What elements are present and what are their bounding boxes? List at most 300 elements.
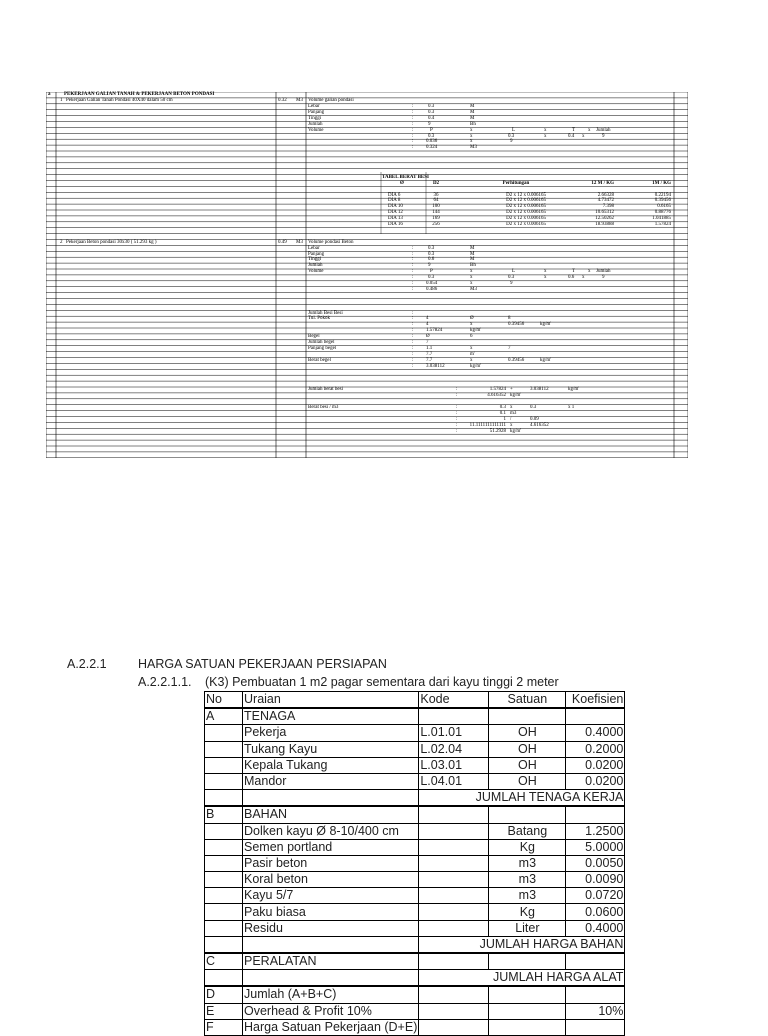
table-cell: [205, 823, 243, 839]
header-koefisien: Koefisien: [566, 692, 625, 709]
table-cell: 0.39456: [654, 198, 671, 204]
calc-label: Begel: [308, 334, 320, 340]
table-cell: 7.398: [602, 204, 614, 210]
calc-label: Volume: [308, 127, 324, 133]
table-cell: 10.65312: [595, 210, 614, 216]
koefisien-cell: 0.2000: [566, 741, 625, 757]
cell-text: :: [456, 393, 458, 399]
koefisien-cell: 0.0200: [566, 757, 625, 773]
table-row: [205, 725, 625, 741]
table-cell: [243, 936, 419, 953]
table-cell: 169: [432, 216, 440, 222]
item-quantity: 0.49: [278, 239, 287, 245]
calc-value: 7: [426, 340, 429, 345]
koefisien-cell: 0.0720: [566, 888, 625, 904]
subtotal-label: JUMLAH HARGA ALAT: [419, 970, 625, 987]
table-cell: [243, 970, 419, 987]
table-cell: [566, 806, 625, 823]
kode-cell: L.02.04: [419, 741, 489, 757]
calc-label: Jumlah begel: [308, 340, 335, 345]
table-cell: [205, 790, 243, 807]
cell-text: Jumlah: [596, 269, 611, 275]
group-letter: B: [205, 806, 243, 823]
calc-value: 4: [426, 316, 429, 322]
cell-text: m': [470, 351, 475, 357]
group-header-row: [205, 806, 625, 823]
table-cell: [205, 920, 243, 936]
calc-heading: Volume pondasi Beton: [308, 239, 354, 245]
header-uraian: Uraian: [243, 692, 419, 709]
table-cell: 12.50262: [595, 216, 614, 222]
item-description: Pekerjaan Beton pondasi 30x30 ( 51.293 kg ): [66, 239, 157, 245]
table-cell: D2 x 12 x 0.006165: [506, 222, 546, 227]
uraian-cell: Semen portland: [243, 839, 419, 855]
cell-text: x: [544, 127, 547, 133]
cell-text: Ø: [470, 316, 474, 322]
kode-cell: [419, 920, 489, 936]
table-cell: [566, 986, 625, 1003]
cell-text: x: [470, 133, 473, 139]
cell-text: x: [510, 404, 513, 410]
table-cell: [489, 953, 566, 970]
calc-unit: Bh: [470, 121, 476, 127]
cell-text: m3: [510, 410, 517, 416]
cell-text: :: [412, 334, 414, 340]
satuan-cell: m3: [489, 855, 566, 871]
section-letter: a: [48, 92, 51, 98]
table-header: Ø: [400, 180, 404, 186]
cell-text: :: [412, 251, 414, 257]
table-cell: [419, 708, 489, 725]
uraian-cell: Kayu 5/7: [243, 888, 419, 904]
cell-text: T: [572, 127, 576, 133]
table-row: [205, 839, 625, 855]
table-cell: 1.57824: [654, 222, 671, 227]
group-header-row: [205, 953, 625, 970]
calc-unit: M: [470, 115, 475, 121]
cell-text: 0.3: [428, 275, 435, 281]
cell-text: :: [412, 257, 414, 263]
table-header: D2: [432, 180, 440, 186]
table-row: [205, 773, 625, 789]
table-row: [205, 920, 625, 936]
table-cell: [566, 708, 625, 725]
calc-value: Ø: [426, 334, 430, 340]
koefisien-cell: 0.0090: [566, 872, 625, 888]
cell-text: 0.036: [426, 139, 438, 145]
cell-text: :: [412, 104, 414, 109]
cell-text: 8: [508, 316, 511, 322]
cell-text: 3.038112: [530, 387, 549, 393]
calc-label: Lebar: [308, 104, 320, 109]
cell-text: :: [412, 109, 414, 115]
cell-text: kg/m': [470, 328, 482, 334]
calc-value: 4: [426, 322, 429, 328]
table-cell: D2 x 12 x 0.006165: [506, 204, 546, 210]
table-cell: [419, 1019, 489, 1035]
cell-text: M3: [470, 286, 477, 292]
cell-text: 0.6: [568, 275, 575, 281]
table-cell: [489, 806, 566, 823]
table-cell: DIA 13: [388, 216, 403, 222]
table-cell: [419, 986, 489, 1003]
cell-text: kg/m': [568, 387, 580, 393]
table-cell: [205, 855, 243, 871]
calc-value: 4.616352: [487, 393, 506, 399]
cell-text: :: [412, 145, 414, 151]
cell-text: x: [544, 275, 547, 281]
calc-value: 1.1: [426, 345, 433, 351]
kode-cell: [419, 888, 489, 904]
table-cell: [243, 790, 419, 807]
group-header-row: [205, 708, 625, 725]
satuan-cell: m3: [489, 872, 566, 888]
koefisien-cell: 0.0050: [566, 855, 625, 871]
table-title: TABEL BERAT BESI: [382, 174, 429, 180]
table-row: [205, 823, 625, 839]
group-label: TENAGA: [243, 708, 419, 725]
item-description: Pekerjaan Galian Tanah Pondasi 40X40 dalam 50 cm: [66, 98, 173, 104]
calc-value: 1.57824: [489, 387, 506, 393]
table-cell: [205, 872, 243, 888]
cell-text: kg/m': [470, 363, 482, 369]
cell-text: 0.4: [568, 133, 575, 139]
table-cell: D2 x 12 x 0.006165: [506, 216, 546, 222]
calc-label: Panjang: [308, 251, 325, 257]
uraian-cell: Dolken kayu Ø 8-10/400 cm: [243, 823, 419, 839]
calc-value: 0.6: [428, 257, 435, 263]
cell-text: :: [412, 269, 414, 275]
cell-text: L: [512, 269, 516, 275]
cell-text: 0.3: [530, 404, 537, 410]
table-row: [205, 741, 625, 757]
table-cell: 0.6165: [657, 204, 671, 210]
table-cell: D2 x 12 x 0.006165: [506, 192, 546, 198]
calc-unit: M: [470, 257, 475, 263]
cell-text: :: [412, 115, 414, 121]
table-cell: DIA 10: [388, 204, 403, 210]
cell-text: 0.324: [426, 145, 438, 151]
cell-text: :: [412, 351, 414, 357]
koefisien-cell: 0.4000: [566, 725, 625, 741]
table-cell: DIA 8: [388, 198, 401, 204]
cell-text: 7: [508, 345, 511, 351]
cell-text: :: [456, 422, 458, 428]
cell-text: P: [430, 269, 433, 275]
section-title: PEKERJAAN GALIAN TANAH & PEKERJAAN BETON PONDASI: [64, 92, 215, 98]
section-title: HARGA SATUAN PEKERJAAN PERSIAPAN: [138, 657, 387, 671]
calc-label: Berat begel: [308, 357, 331, 363]
satuan-cell: Kg: [489, 839, 566, 855]
cell-text: :: [412, 328, 414, 334]
table-cell: [205, 725, 243, 741]
calc-value: 0.1: [499, 410, 506, 416]
table-cell: D2 x 12 x 0.006165: [506, 198, 546, 204]
calc-value: 0.3: [428, 109, 435, 115]
group-letter: C: [205, 953, 243, 970]
calc-unit: M: [470, 245, 475, 251]
kode-cell: [419, 823, 489, 839]
group-label: Jumlah (A+B+C): [243, 986, 419, 1003]
calc-value: 1.57824: [426, 328, 443, 334]
calc-label: Jumlah: [308, 121, 323, 127]
summary-row: [205, 986, 625, 1003]
table-cell: [489, 1019, 566, 1035]
table-cell: [205, 888, 243, 904]
group-letter: F: [205, 1019, 243, 1035]
calc-value: 0.4: [428, 115, 435, 121]
table-cell: 36: [433, 192, 439, 198]
koefisien-cell: 0.0200: [566, 773, 625, 789]
table-header-row: [205, 692, 625, 709]
cell-text: :: [456, 416, 458, 422]
uraian-cell: Pasir beton: [243, 855, 419, 871]
table-cell: [419, 1003, 489, 1019]
table-cell: DIA 12: [388, 210, 403, 216]
calc-label: Lebar: [308, 245, 320, 251]
cell-text: :: [412, 245, 414, 251]
cell-text: T: [572, 269, 576, 275]
group-label: PERALATAN: [243, 953, 419, 970]
cell-text: :: [412, 133, 414, 139]
uraian-cell: Mandor: [243, 773, 419, 789]
calc-unit: M: [470, 109, 475, 115]
cell-text: 0.39456: [508, 322, 525, 328]
subtotal-row: [205, 936, 625, 953]
table-cell: [566, 953, 625, 970]
summary-row: [205, 1019, 625, 1035]
cell-text: x: [582, 275, 585, 281]
cell-text: :: [412, 281, 414, 286]
cell-text: x: [544, 133, 547, 139]
cell-text: :: [412, 275, 414, 281]
table-cell: [205, 773, 243, 789]
calc-label: Volume: [308, 269, 324, 275]
kode-cell: L.04.01: [419, 773, 489, 789]
cell-text: 0.09: [530, 416, 539, 422]
satuan-cell: OH: [489, 725, 566, 741]
kode-cell: [419, 839, 489, 855]
calc-label: Jumlah Besi Besi: [308, 310, 343, 316]
cell-text: x: [470, 322, 473, 328]
subtotal-label: JUMLAH TENAGA KERJA: [419, 790, 625, 807]
table-cell: [205, 936, 243, 953]
cell-text: :: [412, 316, 414, 322]
cell-text: :: [412, 263, 414, 269]
cell-text: x: [582, 133, 585, 139]
uraian-cell: Pekerja: [243, 725, 419, 741]
group-label: Harga Satuan Pekerjaan (D+E): [244, 1019, 418, 1034]
cell-text: Jumlah: [596, 127, 611, 133]
cell-text: 0.3: [508, 275, 515, 281]
table-cell: 1.041885: [652, 216, 671, 222]
uraian-cell: Residu: [243, 920, 419, 936]
table-row: [205, 855, 625, 871]
cell-text: 0.39456: [508, 357, 525, 363]
cell-text: :: [456, 404, 458, 410]
cell-text: :: [412, 121, 414, 127]
calc-label: Tinggi: [308, 257, 322, 263]
cell-text: +: [510, 387, 513, 393]
table-cell: [489, 986, 566, 1003]
cell-text: x: [470, 345, 473, 351]
cell-text: :: [456, 428, 458, 434]
cell-text: x: [470, 269, 473, 275]
group-label: BAHAN: [243, 806, 419, 823]
subsection-number: A.2.2.1.1.: [138, 675, 192, 689]
table-cell: 4.73472: [597, 198, 614, 204]
calc-label: Jumlah berat besi: [308, 387, 343, 393]
table-cell: 144: [432, 210, 440, 216]
table-cell: [489, 708, 566, 725]
table-cell: 0.22194: [654, 192, 671, 198]
table-row: [205, 904, 625, 920]
uraian-cell: Tukang Kayu: [243, 741, 419, 757]
kode-cell: [419, 855, 489, 871]
table-cell: [489, 1003, 566, 1019]
koefisien-cell: 0.4000: [566, 920, 625, 936]
item-number: 2: [60, 239, 63, 245]
item-unit: M3: [296, 239, 303, 245]
calc-value: 51.2928: [489, 428, 506, 434]
cell-text: 0.486: [426, 286, 438, 292]
koefisien-cell: 1.2500: [566, 823, 625, 839]
calc-unit: M: [470, 251, 475, 257]
table-cell: [205, 970, 243, 987]
cell-text: x: [470, 275, 473, 281]
subtotal-label: JUMLAH HARGA BAHAN: [419, 936, 625, 953]
cell-text: :: [456, 410, 458, 416]
calc-label: Panjang begel: [308, 345, 337, 351]
table-row: [205, 888, 625, 904]
cell-text: kg/m': [510, 393, 522, 399]
table-cell: [205, 741, 243, 757]
cell-text: :: [412, 363, 414, 369]
cell-text: 4.616352: [530, 422, 549, 428]
header-kode: Kode: [419, 692, 489, 709]
cell-text: /: [510, 416, 512, 422]
header-satuan: Satuan: [489, 692, 566, 709]
table-cell: 18.93888: [595, 222, 614, 227]
cell-text: P: [430, 127, 433, 133]
calc-label: Tinggi: [308, 115, 322, 121]
satuan-cell: OH: [489, 757, 566, 773]
cell-text: kg/m': [510, 428, 522, 434]
cell-text: 0.054: [426, 281, 438, 286]
cell-text: :: [412, 322, 414, 328]
table-cell: [205, 757, 243, 773]
kode-cell: [419, 872, 489, 888]
table-cell: [566, 1019, 625, 1035]
calc-value: 11.1111111111111: [469, 422, 506, 428]
calc-value: 9: [428, 263, 431, 269]
table-cell: [419, 953, 489, 970]
cell-text: x: [470, 127, 473, 133]
cell-text: :: [412, 340, 414, 345]
cell-text: kg/m': [540, 322, 552, 328]
cell-text: x: [510, 422, 513, 428]
ahsp-table: [204, 691, 625, 1036]
calc-value: 9: [428, 121, 431, 127]
calc-label: Tul. Pokok: [308, 316, 331, 322]
summary-row: [205, 1003, 625, 1019]
koefisien-cell: 0.0600: [566, 904, 625, 920]
cell-text: 9: [602, 133, 605, 139]
cell-text: x: [544, 269, 547, 275]
calc-value: 7.7: [426, 357, 433, 363]
cell-text: :: [412, 357, 414, 363]
cell-text: x 1: [568, 404, 575, 410]
uraian-cell: Koral beton: [243, 872, 419, 888]
satuan-cell: m3: [489, 888, 566, 904]
satuan-cell: Kg: [489, 904, 566, 920]
cell-text: 6: [470, 334, 473, 340]
item-number: 1: [60, 98, 63, 104]
satuan-cell: OH: [489, 773, 566, 789]
table-header: 12 M / KG: [591, 180, 614, 186]
uraian-cell: Kepala Tukang: [243, 757, 419, 773]
table-cell: DIA 16: [388, 222, 403, 227]
cell-text: x: [588, 269, 591, 275]
kode-cell: [419, 904, 489, 920]
cell-text: 0.3: [508, 133, 515, 139]
cell-text: x: [470, 281, 473, 286]
calc-value: 1: [503, 416, 506, 422]
cell-text: :: [412, 139, 414, 145]
section-number: A.2.2.1: [67, 657, 107, 671]
cell-text: L: [512, 127, 516, 133]
calc-value: 7.7: [426, 351, 433, 357]
cell-text: x: [470, 139, 473, 145]
calc-unit: M: [470, 104, 475, 109]
item-quantity: 0.32: [278, 98, 287, 104]
calc-value: 0.3: [499, 404, 506, 410]
calc-unit: Bh: [470, 263, 476, 269]
cell-text: kg/m': [540, 357, 552, 363]
table-row: [205, 757, 625, 773]
calc-heading: Volume galian pondasi: [308, 98, 354, 104]
cell-text: 0.3: [428, 133, 435, 139]
subtotal-row: [205, 970, 625, 987]
cell-text: 9: [510, 281, 513, 286]
calc-value: 3.038112: [426, 363, 445, 369]
table-cell: 64: [433, 198, 439, 204]
subsection-title: (K3) Pembuatan 1 m2 pagar sementara dari kayu tinggi 2 meter: [205, 675, 559, 689]
satuan-cell: Liter: [489, 920, 566, 936]
group-letter: D: [205, 986, 243, 1003]
header-no: No: [205, 692, 243, 709]
kode-cell: L.03.01: [419, 757, 489, 773]
table-cell: [419, 806, 489, 823]
subtotal-row: [205, 790, 625, 807]
calc-value: 0.3: [428, 251, 435, 257]
table-cell: 2.66328: [597, 192, 614, 198]
calc-label: Jumlah: [308, 263, 323, 269]
cell-text: x: [588, 127, 591, 133]
kode-cell: L.01.01: [419, 725, 489, 741]
table-cell: 100: [432, 204, 440, 210]
group-label: Overhead & Profit 10%: [243, 1003, 419, 1019]
table-cell: [205, 904, 243, 920]
cell-text: :: [412, 345, 414, 351]
cell-text: 9: [602, 275, 605, 281]
uraian-cell: Paku biasa: [243, 904, 419, 920]
table-cell: D2 x 12 x 0.006165: [506, 210, 546, 216]
table-cell: [205, 839, 243, 855]
calc-label: Panjang: [308, 109, 325, 115]
table-header: Perhitungan: [502, 180, 530, 186]
calc-label: Berat besi / m3: [308, 404, 339, 410]
